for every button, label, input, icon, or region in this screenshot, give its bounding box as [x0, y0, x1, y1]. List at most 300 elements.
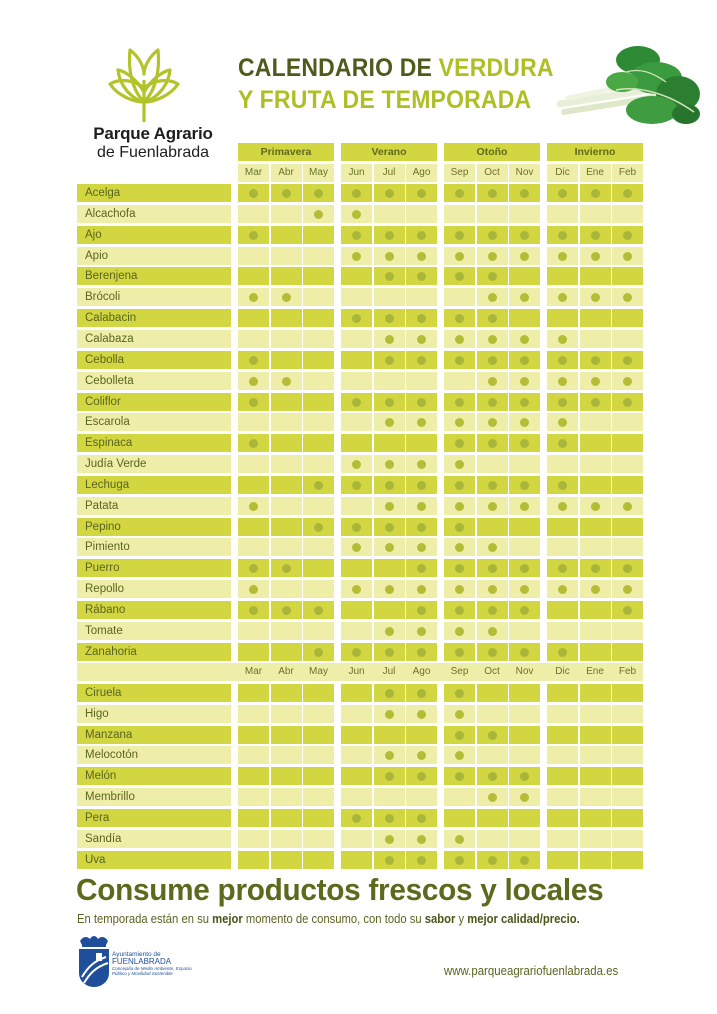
in-season-dot-icon [488, 293, 497, 302]
in-season-dot-icon [455, 689, 464, 698]
season-cell [477, 497, 508, 515]
produce-label: Ciruela [77, 684, 231, 702]
season-cell [444, 267, 475, 285]
in-season-dot-icon [520, 481, 529, 490]
in-season-dot-icon [623, 252, 632, 261]
month-header-nov: Nov [509, 164, 540, 182]
season-cell [612, 643, 643, 661]
season-cell [374, 622, 405, 640]
season-cell [509, 601, 540, 619]
produce-label: Espinaca [77, 434, 231, 452]
season-cell [547, 643, 578, 661]
season-cell [303, 434, 334, 452]
season-header-verano: Verano [341, 143, 437, 161]
season-cell [341, 580, 372, 598]
season-cell [580, 393, 611, 411]
in-season-dot-icon [455, 272, 464, 281]
season-cell [303, 580, 334, 598]
in-season-dot-icon [352, 398, 361, 407]
season-cell [341, 351, 372, 369]
season-cell [238, 497, 269, 515]
season-cell [509, 830, 540, 848]
season-cell [341, 601, 372, 619]
season-cell [406, 205, 437, 223]
season-cell [303, 247, 334, 265]
in-season-dot-icon [352, 460, 361, 469]
season-cell [303, 788, 334, 806]
season-cell [341, 267, 372, 285]
season-cell [444, 851, 475, 869]
in-season-dot-icon [455, 189, 464, 198]
season-cell [374, 288, 405, 306]
season-cell [477, 726, 508, 744]
in-season-dot-icon [558, 564, 567, 573]
season-cell [612, 226, 643, 244]
season-cell [271, 830, 302, 848]
season-cell [303, 830, 334, 848]
season-cell [238, 559, 269, 577]
season-cell [612, 497, 643, 515]
season-cell [509, 476, 540, 494]
season-cell [509, 538, 540, 556]
season-cell [238, 184, 269, 202]
season-cell [580, 746, 611, 764]
produce-label: Brócoli [77, 288, 231, 306]
in-season-dot-icon [455, 627, 464, 636]
season-cell [303, 330, 334, 348]
in-season-dot-icon [352, 314, 361, 323]
in-season-dot-icon [558, 398, 567, 407]
month-header-mar: Mar [238, 164, 269, 182]
season-cell [341, 205, 372, 223]
season-cell [612, 330, 643, 348]
season-cell [271, 788, 302, 806]
in-season-dot-icon [558, 189, 567, 198]
season-cell [580, 455, 611, 473]
month-header-ago: Ago [406, 164, 437, 182]
season-cell [547, 434, 578, 452]
season-cell [444, 830, 475, 848]
month-divider-may: May [309, 666, 328, 677]
season-cell [477, 455, 508, 473]
season-cell [580, 205, 611, 223]
season-cell [509, 622, 540, 640]
season-cell [406, 851, 437, 869]
season-cell [303, 559, 334, 577]
season-cell [444, 476, 475, 494]
season-cell [406, 476, 437, 494]
in-season-dot-icon [282, 189, 291, 198]
season-cell [341, 726, 372, 744]
season-cell [477, 643, 508, 661]
in-season-dot-icon [455, 418, 464, 427]
season-cell [477, 434, 508, 452]
season-cell [271, 205, 302, 223]
in-season-dot-icon [417, 418, 426, 427]
season-cell [444, 288, 475, 306]
in-season-dot-icon [417, 398, 426, 407]
season-cell [509, 767, 540, 785]
season-cell [509, 372, 540, 390]
ayuntamiento-label: Ayuntamiento de [112, 951, 161, 958]
season-cell [580, 497, 611, 515]
season-cell [509, 746, 540, 764]
in-season-dot-icon [591, 585, 600, 594]
season-cell [477, 184, 508, 202]
season-cell [406, 184, 437, 202]
season-cell [509, 247, 540, 265]
in-season-dot-icon [455, 856, 464, 865]
season-cell [303, 746, 334, 764]
in-season-dot-icon [417, 814, 426, 823]
in-season-dot-icon [385, 814, 394, 823]
produce-label: Escarola [77, 413, 231, 431]
in-season-dot-icon [488, 793, 497, 802]
month-divider-mar: Mar [244, 666, 263, 677]
season-cell [406, 330, 437, 348]
season-cell [341, 767, 372, 785]
produce-label: Melocotón [77, 746, 231, 764]
season-cell [547, 393, 578, 411]
produce-label: Pimiento [77, 538, 231, 556]
in-season-dot-icon [455, 835, 464, 844]
season-cell [444, 746, 475, 764]
season-cell [406, 726, 437, 744]
season-cell [444, 393, 475, 411]
produce-label: Rábano [77, 601, 231, 619]
season-cell [374, 851, 405, 869]
season-cell [444, 184, 475, 202]
produce-label: Manzana [77, 726, 231, 744]
season-cell [271, 330, 302, 348]
in-season-dot-icon [385, 314, 394, 323]
season-cell [238, 309, 269, 327]
in-season-dot-icon [558, 418, 567, 427]
produce-label: Lechuga [77, 476, 231, 494]
season-cell [477, 851, 508, 869]
season-cell [271, 851, 302, 869]
season-cell [406, 580, 437, 598]
season-cell [374, 476, 405, 494]
season-cell [238, 267, 269, 285]
season-cell [406, 601, 437, 619]
produce-label: Membrillo [77, 788, 231, 806]
season-cell [303, 351, 334, 369]
in-season-dot-icon [249, 231, 258, 240]
season-cell [271, 351, 302, 369]
season-cell [547, 809, 578, 827]
logo-subtitle: de Fuenlabrada [96, 144, 210, 161]
season-cell [580, 684, 611, 702]
season-cell [612, 184, 643, 202]
season-cell [374, 726, 405, 744]
season-cell [271, 455, 302, 473]
season-cell [612, 580, 643, 598]
season-cell [509, 580, 540, 598]
produce-label: Zanahoria [77, 643, 231, 661]
season-cell [477, 705, 508, 723]
season-cell [612, 601, 643, 619]
season-cell [406, 559, 437, 577]
subline-emphasis: mejor [212, 912, 243, 926]
season-cell [444, 643, 475, 661]
season-cell [509, 309, 540, 327]
season-cell [477, 746, 508, 764]
season-cell [580, 538, 611, 556]
season-cell [341, 622, 372, 640]
in-season-dot-icon [591, 356, 600, 365]
season-cell [374, 205, 405, 223]
season-cell [374, 559, 405, 577]
season-cell [477, 351, 508, 369]
in-season-dot-icon [385, 189, 394, 198]
season-cell [303, 809, 334, 827]
season-cell [547, 580, 578, 598]
in-season-dot-icon [558, 293, 567, 302]
title-part-dark: CALENDARIO DE [238, 54, 433, 82]
season-cell [374, 497, 405, 515]
season-cell [406, 830, 437, 848]
season-cell [238, 726, 269, 744]
in-season-dot-icon [385, 523, 394, 532]
parque-agrario-logo-icon [104, 40, 184, 122]
in-season-dot-icon [520, 585, 529, 594]
season-cell [303, 267, 334, 285]
season-cell [580, 184, 611, 202]
season-cell [580, 247, 611, 265]
season-cell [406, 497, 437, 515]
season-cell [509, 288, 540, 306]
season-cell [612, 267, 643, 285]
season-cell [271, 393, 302, 411]
season-cell [238, 643, 269, 661]
in-season-dot-icon [623, 398, 632, 407]
season-cell [303, 538, 334, 556]
season-cell [509, 184, 540, 202]
season-cell [547, 538, 578, 556]
in-season-dot-icon [591, 502, 600, 511]
in-season-dot-icon [282, 377, 291, 386]
in-season-dot-icon [591, 252, 600, 261]
season-cell [477, 372, 508, 390]
season-cell [374, 184, 405, 202]
season-cell [547, 830, 578, 848]
in-season-dot-icon [520, 231, 529, 240]
season-cell [341, 643, 372, 661]
in-season-dot-icon [520, 252, 529, 261]
season-cell [406, 643, 437, 661]
in-season-dot-icon [520, 564, 529, 573]
season-cell [271, 184, 302, 202]
season-cell [477, 622, 508, 640]
season-cell [271, 705, 302, 723]
season-cell [238, 226, 269, 244]
season-cell [612, 726, 643, 744]
in-season-dot-icon [249, 606, 258, 615]
slogan-subline [77, 912, 580, 926]
season-cell [238, 372, 269, 390]
produce-label: Melón [77, 767, 231, 785]
season-cell [303, 518, 334, 536]
season-cell [271, 580, 302, 598]
in-season-dot-icon [417, 272, 426, 281]
season-cell [444, 309, 475, 327]
season-cell [547, 559, 578, 577]
season-cell [612, 538, 643, 556]
season-cell [547, 726, 578, 744]
season-cell [374, 393, 405, 411]
subline-emphasis: mejor calidad/precio. [467, 912, 580, 926]
season-cell [580, 288, 611, 306]
season-cell [612, 559, 643, 577]
season-cell [271, 559, 302, 577]
subline-text: En temporada están en su [77, 912, 213, 926]
month-divider-abr: Abr [278, 666, 294, 677]
season-cell [406, 684, 437, 702]
season-cell [238, 434, 269, 452]
in-season-dot-icon [249, 502, 258, 511]
season-cell [238, 351, 269, 369]
season-cell [444, 497, 475, 515]
season-cell [341, 309, 372, 327]
season-cell [406, 288, 437, 306]
in-season-dot-icon [488, 731, 497, 740]
in-season-dot-icon [385, 481, 394, 490]
in-season-dot-icon [385, 502, 394, 511]
season-cell [547, 518, 578, 536]
in-season-dot-icon [623, 377, 632, 386]
in-season-dot-icon [623, 564, 632, 573]
title-part-accent: VERDURA [438, 54, 554, 82]
season-cell [477, 267, 508, 285]
season-cell [509, 393, 540, 411]
season-cell [612, 393, 643, 411]
in-season-dot-icon [558, 356, 567, 365]
season-cell [444, 559, 475, 577]
in-season-dot-icon [623, 502, 632, 511]
in-season-dot-icon [488, 335, 497, 344]
in-season-dot-icon [417, 314, 426, 323]
produce-label: Pera [77, 809, 231, 827]
month-header-may: May [303, 164, 334, 182]
produce-label: Acelga [77, 184, 231, 202]
season-cell [238, 288, 269, 306]
season-cell [374, 226, 405, 244]
season-cell [509, 226, 540, 244]
season-cell [612, 309, 643, 327]
in-season-dot-icon [417, 189, 426, 198]
in-season-dot-icon [385, 460, 394, 469]
season-cell [477, 476, 508, 494]
season-cell [509, 684, 540, 702]
in-season-dot-icon [520, 502, 529, 511]
produce-label: Cebolleta [77, 372, 231, 390]
season-cell [271, 809, 302, 827]
season-cell [406, 455, 437, 473]
season-cell [271, 226, 302, 244]
season-cell [612, 788, 643, 806]
season-cell [477, 830, 508, 848]
season-cell [374, 705, 405, 723]
season-cell [238, 393, 269, 411]
in-season-dot-icon [249, 439, 258, 448]
season-cell [374, 538, 405, 556]
in-season-dot-icon [352, 814, 361, 823]
in-season-dot-icon [455, 439, 464, 448]
season-cell [406, 267, 437, 285]
season-cell [580, 643, 611, 661]
season-cell [341, 476, 372, 494]
season-cell [580, 518, 611, 536]
in-season-dot-icon [520, 293, 529, 302]
month-divider-feb: Feb [618, 666, 637, 677]
season-cell [477, 538, 508, 556]
season-cell [341, 705, 372, 723]
in-season-dot-icon [591, 189, 600, 198]
season-header-otoño: Otoño [444, 143, 540, 161]
in-season-dot-icon [417, 564, 426, 573]
season-cell [547, 497, 578, 515]
season-cell [547, 413, 578, 431]
season-cell [509, 788, 540, 806]
season-cell [547, 767, 578, 785]
in-season-dot-icon [488, 356, 497, 365]
in-season-dot-icon [488, 856, 497, 865]
in-season-dot-icon [591, 564, 600, 573]
season-cell [547, 684, 578, 702]
in-season-dot-icon [417, 751, 426, 760]
season-cell [444, 538, 475, 556]
season-cell [406, 309, 437, 327]
season-cell [341, 788, 372, 806]
produce-label: Tomate [77, 622, 231, 640]
website-link[interactable]: www.parqueagrariofuenlabrada.es [444, 963, 619, 978]
season-cell [477, 601, 508, 619]
subline-emphasis: sabor [424, 912, 456, 926]
in-season-dot-icon [488, 398, 497, 407]
season-cell [509, 413, 540, 431]
season-cell [580, 788, 611, 806]
season-cell [477, 309, 508, 327]
season-cell [341, 393, 372, 411]
season-cell [303, 184, 334, 202]
in-season-dot-icon [488, 648, 497, 657]
season-cell [271, 434, 302, 452]
in-season-dot-icon [591, 293, 600, 302]
in-season-dot-icon [385, 689, 394, 698]
season-cell [509, 643, 540, 661]
season-cell [547, 476, 578, 494]
season-cell [341, 830, 372, 848]
season-cell [580, 767, 611, 785]
season-cell [303, 393, 334, 411]
season-cell [238, 580, 269, 598]
in-season-dot-icon [488, 502, 497, 511]
in-season-dot-icon [385, 856, 394, 865]
in-season-dot-icon [249, 564, 258, 573]
month-divider-ago: Ago [412, 666, 431, 677]
season-cell [547, 622, 578, 640]
season-cell [238, 851, 269, 869]
season-cell [477, 330, 508, 348]
in-season-dot-icon [282, 606, 291, 615]
season-cell [444, 434, 475, 452]
season-cell [271, 601, 302, 619]
in-season-dot-icon [417, 606, 426, 615]
in-season-dot-icon [352, 543, 361, 552]
season-cell [612, 455, 643, 473]
season-cell [477, 809, 508, 827]
